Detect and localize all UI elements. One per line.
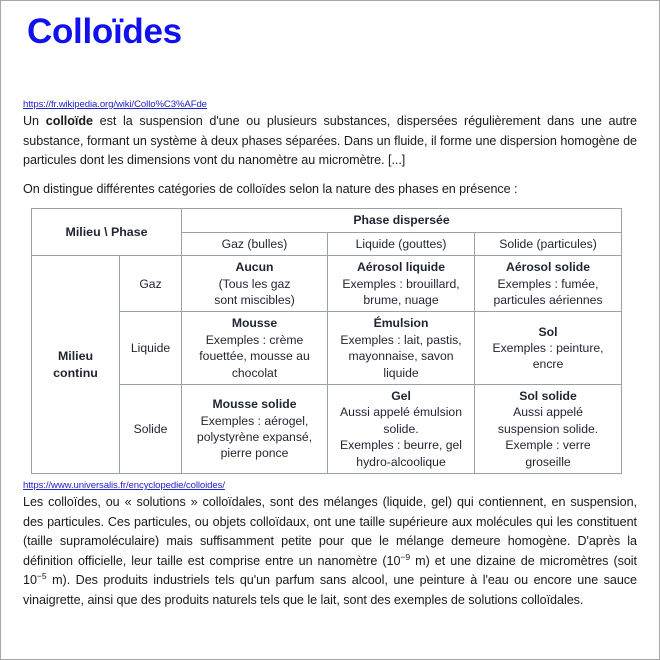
outro-part-3: m). Des produits industriels tels qu'un parfum sans alcool, une peinture à l'eau ou encore une sauce vinaigrette, ainsi que des produits naturels tels que le lait, sont des exemples de solutions colloïdales.: [23, 573, 637, 608]
cell-line: Aussi appelé émulsion: [340, 405, 462, 420]
row-group-label-line-2: continu: [53, 365, 98, 380]
cell-line: mayonnaise, savon: [348, 349, 454, 364]
cell-line: polystyrène expansé,: [196, 430, 313, 445]
cell-line: encre: [532, 357, 564, 372]
cell-solide-liquide: [328, 385, 475, 474]
cell-line: Exemples : lait, pastis,: [340, 332, 462, 347]
cell-title: Sol: [538, 324, 558, 339]
outro-paragraph: [23, 493, 637, 611]
cell-line: (Tous les gaz: [218, 276, 291, 291]
cell-line: Exemples : brouillard,: [342, 276, 460, 291]
cell-line: groseille: [525, 454, 571, 469]
outro-part-2: m) et une dizaine de micromètres (soit 10: [23, 553, 637, 588]
cell-line: Exemples : beurre, gel: [340, 438, 462, 453]
cell-line: suspension solide.: [497, 421, 599, 436]
table-row: [32, 256, 622, 312]
cell-line: sont miscibles): [214, 293, 295, 307]
table-col-header-solide: Solide (particules): [475, 232, 622, 255]
table-row-label-gaz: Gaz: [120, 256, 182, 312]
table-col-header-liquide: Liquide (gouttes): [328, 232, 475, 255]
cell-title: Aérosol solide: [506, 260, 590, 275]
table-header-row-1: [32, 209, 622, 232]
cell-gaz-solide: [475, 256, 622, 312]
outro-part-1: Les colloïdes, ou « solutions » colloïdales, sont des mélanges (liquide, gel) qui contiennent, en suspension, des particules. Ces particules, ou objets colloïdaux, ont une taille supérieure aux molécules qui les constituent (taille supramoléculaire) mais suffisamment petite pour que le mélange demeure homogène. D'après la définition officielle, leur taille est comprise entre un nanomètre (10: [23, 495, 637, 568]
cell-gaz-liquide: [328, 256, 475, 312]
cell-line: pierre ponce: [220, 446, 289, 461]
cell-title: Aucun: [235, 260, 274, 275]
table-corner-label: Milieu \ Phase: [32, 209, 182, 256]
cell-title: Mousse solide: [212, 397, 297, 412]
colloid-categories-table: [31, 208, 622, 474]
cell-line: Aussi appelé: [513, 405, 583, 420]
cell-line: Exemples : crème: [205, 332, 304, 347]
intro-paragraph-1: [23, 112, 637, 171]
cell-title: Gel: [391, 389, 411, 404]
table-row: [32, 385, 622, 474]
table-row: [32, 312, 622, 385]
intro-p1-pre: Un: [23, 114, 46, 128]
cell-title: Mousse: [231, 316, 278, 331]
cell-line: Exemples : aérogel,: [200, 413, 309, 428]
cell-solide-solide: [475, 385, 622, 474]
cell-liquide-solide: [475, 312, 622, 385]
cell-line: particules aériennes: [493, 293, 603, 307]
intro-p1-post: est la suspension d'une ou plusieurs substances, dispersées régulièrement dans une autre substance, formant un système à deux phases séparées. Dans un fluide, il forme une dispersion homogène de particules dont les dimensions vont du nanomètre au micromètre. [...]: [23, 114, 637, 168]
cell-line: Exemple : verre: [505, 438, 591, 453]
source-link-universalis[interactable]: https://www.universalis.fr/encyclopedie/colloides/: [23, 480, 225, 492]
page-title: Colloïdes: [27, 12, 182, 51]
intro-p1-bold: colloïde: [45, 114, 93, 128]
paragraph-gap-2: [23, 199, 637, 208]
cell-solide-gaz: [182, 385, 328, 474]
cell-gaz-gaz: [182, 256, 328, 312]
table-dispersed-phase-header: Phase dispersée: [182, 209, 622, 232]
outro-exponent-1: −9: [400, 551, 411, 562]
table-row-group-label: [32, 256, 120, 474]
paragraph-gap-1: [23, 171, 637, 180]
cell-line: chocolat: [231, 365, 278, 380]
cell-line: brume, nuage: [363, 293, 439, 307]
table-row-label-solide: Solide: [120, 385, 182, 474]
cell-liquide-liquide: [328, 312, 475, 385]
title-spacer: [23, 53, 637, 99]
table-row-label-liquide: Liquide: [120, 312, 182, 385]
intro-paragraph-2: On distingue différentes catégories de colloïdes selon la nature des phases en présence :: [23, 181, 518, 196]
cell-line: fouettée, mousse au: [199, 349, 310, 364]
cell-title: Émulsion: [373, 316, 429, 331]
cell-line: Exemples : peinture,: [492, 341, 604, 356]
cell-line: Exemples : fumée,: [497, 276, 599, 291]
source-link-wikipedia[interactable]: https://fr.wikipedia.org/wiki/Collo%C3%AFde: [23, 99, 207, 110]
cell-liquide-gaz: [182, 312, 328, 385]
cell-line: liquide: [383, 365, 419, 380]
cell-line: hydro-alcoolique: [356, 454, 446, 469]
cell-line: solide.: [383, 421, 419, 436]
outro-exponent-2: −5: [36, 571, 47, 582]
cell-title: Sol solide: [519, 389, 577, 404]
table-col-header-gaz: Gaz (bulles): [182, 232, 328, 255]
cell-title: Aérosol liquide: [356, 260, 446, 275]
row-group-label-line-1: Milieu: [57, 349, 94, 364]
